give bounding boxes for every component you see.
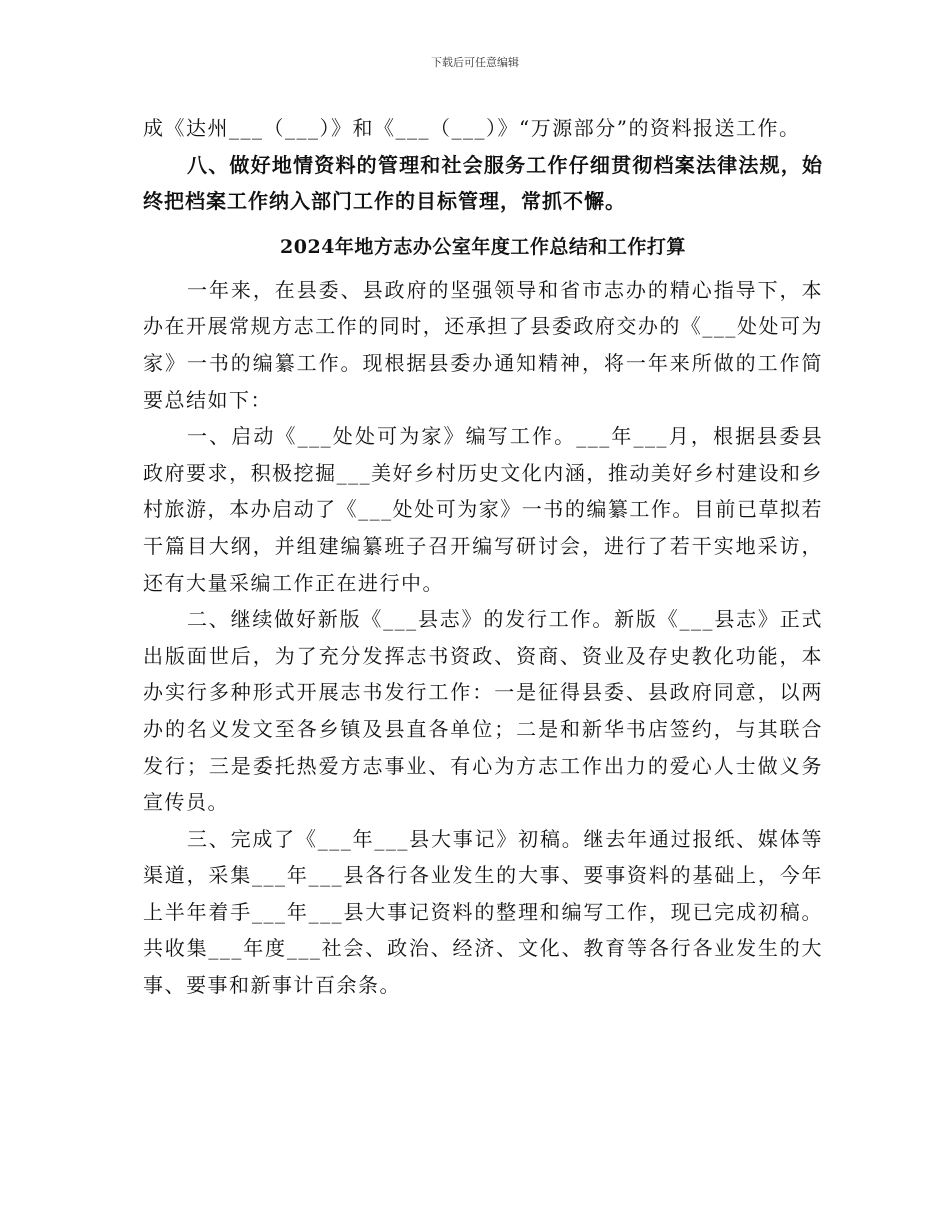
document-body	[143, 110, 823, 1004]
item-2-paragraph: 二、继续做好新版《___县志》的发行工作。新版《___县志》正式出版面世后，为了充分发挥志书资政、资商、资业及存史教化功能，本办实行多种形式开展志书发行工作：一是征得县委、县政府同意，以两办的名义发文至各乡镇及县直各单位；二是和新华书店签约，与其联合发行；三是委托热爱方志事业、有心为方志工作出力的爱心人士做义务宣传员。	[143, 607, 823, 815]
continuation-paragraph: 成《达州___（___）》和《___（___）》“万源部分”的资料报送工作。	[143, 116, 801, 140]
document-title: 2024年地方志办公室年度工作总结和工作打算	[280, 235, 686, 258]
section-8-paragraph: 八、做好地情资料的管理和社会服务工作仔细贯彻档案法律法规，始终把档案工作纳入部门工作的目标管理，常抓不懈。	[143, 152, 823, 214]
item-3-paragraph: 三、完成了《___年___县大事记》初稿。继去年通过报纸、媒体等渠道，采集___年___县各行各业发生的大事、要事资料的基础上，今年上半年着手___年___县大事记资料的整理和编写工作，现已完成初稿。共收集___年度___社会、政治、经济、文化、教育等各行各业发生的大事、要事和新事计百余条。	[143, 826, 823, 998]
item-1-paragraph: 一、启动《___处处可为家》编写工作。___年___月，根据县委县政府要求，积极挖掘___美好乡村历史文化内涵，推动美好乡村建设和乡村旅游，本办启动了《___处处可为家》一书的编纂工作。目前已草拟若干篇目大纲，并组建编纂班子召开编写研讨会，进行了若干实地采访，还有大量采编工作正在进行中。	[143, 424, 823, 595]
page-header: 下载后可任意编辑	[431, 56, 519, 69]
intro-paragraph: 一年来，在县委、县政府的坚强领导和省市志办的精心指导下，本办在开展常规方志工作的同时，还承担了县委政府交办的《___处处可为家》一书的编纂工作。现根据县委办通知精神，将一年来所做的工作简要总结如下：	[143, 277, 823, 412]
